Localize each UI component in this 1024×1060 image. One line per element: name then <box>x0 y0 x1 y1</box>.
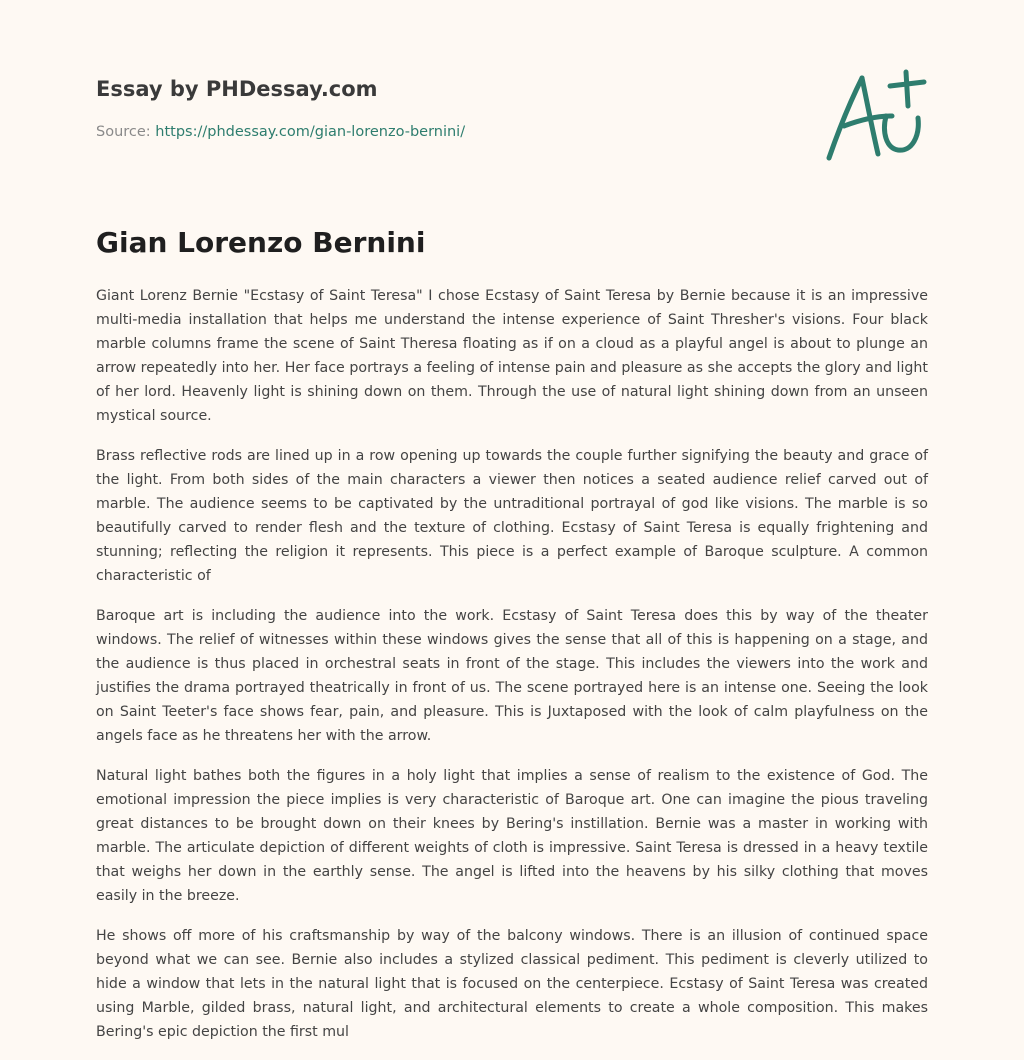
essay-paragraph: Natural light bathes both the figures in a holy light that implies a sense of realism to the existence of God. The emotional impression the piece implies is very characteristic of Baroque art. One can imagine the pious traveling great distances to be brought down on their knees by Bering's instillation. Bernie was a master in working with marble. The articulate depiction of different weights of cloth is impressive. Saint Teresa is dressed in a heavy textile that weighs her down in the earthly sense. The angel is lifted into the heavens by his silky clothing that moves easily in the breeze. <box>96 768 928 904</box>
essay-paragraph: Brass reflective rods are lined up in a row opening up towards the couple further signifying the beauty and grace of the light. From both sides of the main characters a viewer then notices a seated audience relief carved out of marble. The audience seems to be captivated by the untraditional portrayal of god like visions. The marble is so beautifully carved to render flesh and the texture of clothing. Ecstasy of Saint Teresa is equally frightening and stunning; reflecting the religion it represents. This piece is a perfect example of Baroque sculpture. A common characteristic of <box>96 448 928 584</box>
essay-paragraph: Baroque art is including the audience into the work. Ecstasy of Saint Teresa does this by way of the theater windows. The relief of witnesses within these windows gives the sense that all of this is happening on a stage, and the audience is thus placed in orchestral seats in front of the stage. This includes the viewers into the work and justifies the drama portrayed theatrically in front of us. The scene portrayed here is an intense one. Seeing the look on Saint Teeter's face shows fear, pain, and pleasure. This is Juxtaposed with the look of calm playfulness on the angels face as he threatens her with the arrow. <box>96 608 928 744</box>
essay-title: Gian Lorenzo Bernini <box>96 226 426 259</box>
essay-paragraph: Giant Lorenz Bernie "Ecstasy of Saint Teresa" I chose Ecstasy of Saint Teresa by Bernie because it is an impressive multi-media installation that helps me understand the intense experience of Saint Thresher's visions. Four black marble columns frame the scene of Saint Theresa floating as if on a cloud as a playful angel is about to plunge an arrow repeatedly into her. Her face portrays a feeling of intense pain and pleasure as she accepts the glory and light of her lord. Heavenly light is shining down on them. Through the use of natural light shining down from an unseen mystical source. <box>96 288 928 424</box>
source-link[interactable]: https://phdessay.com/gian-lorenzo-bernini/ <box>155 124 466 140</box>
essay-paragraph: He shows off more of his craftsmanship by way of the balcony windows. There is an illusion of continued space beyond what we can see. Bernie also includes a stylized classical pediment. This pediment is cleverly utilized to hide a window that lets in the natural light that is focused on the centerpiece. Ecstasy of Saint Teresa was created using Marble, gilded brass, natural light, and architectural elements to create a whole composition. This makes Bering's epic depiction the first mul <box>96 928 928 1040</box>
source-label: Source: <box>96 124 156 140</box>
site-brand: Essay by PHDessay.com <box>96 77 378 101</box>
essay-body <box>96 284 928 1060</box>
source-line <box>96 124 465 140</box>
a-plus-logo-icon <box>820 66 930 166</box>
